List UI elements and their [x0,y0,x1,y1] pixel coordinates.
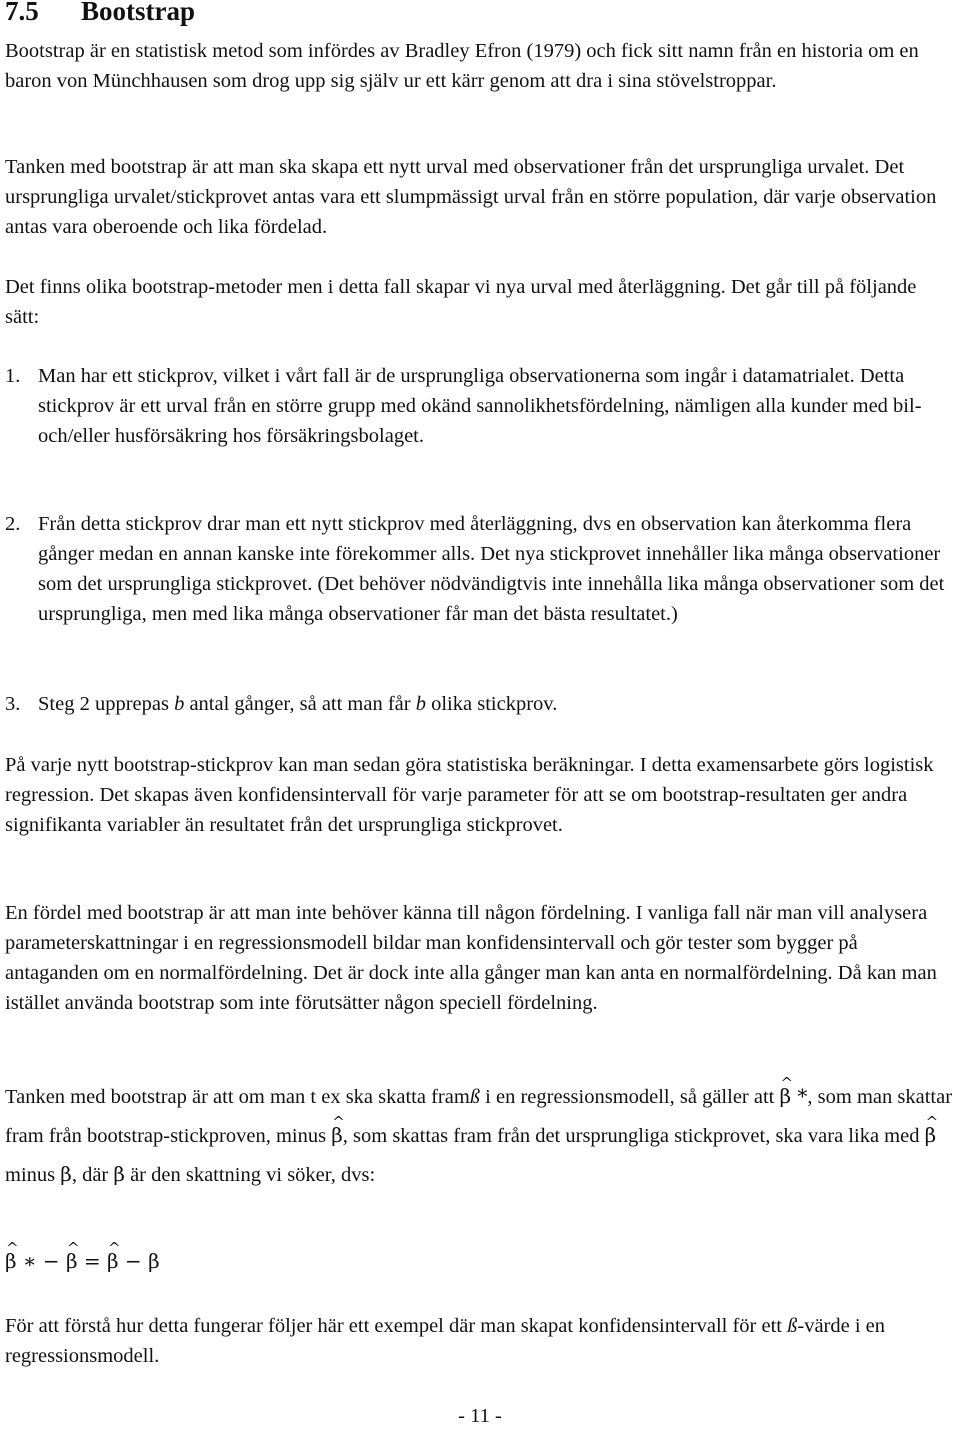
beta-hat: ^ β [331,1116,343,1154]
beta-hat: ^ β [107,1246,119,1276]
list-number: 2. [5,513,21,535]
paragraph-idea: Tanken med bootstrap är att man ska skapa ett nytt urval med observationer från det ursprungliga urvalet. Det ursprungliga urvalet/stickprovet antas vara ett slumpmässigt urval från en större population, där varje observation antas vara oberoende och lika fördelad. [5,156,937,238]
section-number: 7.5 [5,0,39,26]
list-item [5,689,955,719]
list-text: Man har ett stickprov, vilket i vårt fall är de ursprungliga observationerna som ingår i datamatrialet. Detta stickprov är ett urval från en större grupp med okänd sannolikhetsfördelning, nämligen alla kunder med bil- och/eller husförsäkring hos försäkringsbolaget. [38,365,922,447]
paragraph-advantage: En fördel med bootstrap är att man inte behöver känna till någon fördelning. I vanliga fall när man vill analysera parameterskattningar i en regressionsmodell bildar man konfidensintervall och gör tester som bygger på antaganden om en normalfördelning. Det är dock inte alla gånger man kan anta en normalfördelning. Då kan man istället använda bootstrap som inte förutsätter någon speciell fördelning. [5,902,937,1014]
list-text: Steg 2 upprepas b antal gånger, så att man får b olika stickprov. [38,693,558,715]
beta-hat: ^ β [925,1116,937,1154]
formula: ^ β ∗ − ^ β = ^ β − β [5,1246,955,1276]
paragraph-intro: Bootstrap är en statistisk metod som infördes av Bradley Efron (1979) och fick sitt namn från en historia om en baron von Münchhausen som drog upp sig själv ur ett kärr genom att dra i sina stövelstroppar. [5,40,919,92]
beta-symbol: β [60,1162,72,1186]
page-number: - 11 - [458,1405,502,1427]
section-title: Bootstrap [81,0,195,26]
paragraph-beta-explanation: Tanken med bootstrap är att om man t ex ska skatta framß i en regressionsmodell, så gäller att ^ β *, som man skattar fram från bootstrap-stickproven, minus ^ β, som skattas fram från det ursprungliga stickprovet, ska vara lika med ^ β minus β, där β är den skattning vi söker, dvs: [5,1077,955,1194]
list-text: Från detta stickprov drar man ett nytt stickprov med återläggning, dvs en observation kan återkomma flera gånger medan en annan kanske inte förekommer alls. Det nya stickprovet innehåller lika många observationer som det ursprungliga stickprovet. (Det behöver nödvändigtvis inte innehålla lika många observationer som det ursprungliga, men med lika många observationer får man det bästa resultatet.) [38,513,945,625]
variable-b: b [415,693,426,715]
beta-symbol: ß [787,1315,798,1337]
paragraph-methods: Det finns olika bootstrap-metoder men i detta fall skapar vi nya urval med återläggning. Det går till på följande sätt: [5,276,917,328]
beta-symbol: ß [469,1086,481,1108]
beta-symbol: β [113,1162,125,1186]
beta-hat: ^ β [5,1246,17,1276]
list-number: 3. [5,693,21,715]
paragraph-example: För att förstå hur detta fungerar följer här ett exempel där man skapat konfidensintervall för ett ß-värde i en regressionsmodell. [5,1315,886,1367]
beta-hat: ^ β [66,1246,78,1276]
beta-symbol: β [148,1249,160,1273]
list-item [5,361,955,451]
variable-b: b [174,693,185,715]
paragraph-calculations: På varje nytt bootstrap-stickprov kan man sedan göra statistiska beräkningar. I detta examensarbete görs logistisk regression. Det skapas även konfidensintervall för varje parameter för att se om bootstrap-resultaten ger andra signifikanta variabler än resultatet från det ursprungliga stickprovet. [5,754,934,836]
list-number: 1. [5,365,21,387]
section-heading [5,0,195,28]
list-item [5,509,955,629]
beta-hat-star: ^ β * [780,1077,808,1115]
